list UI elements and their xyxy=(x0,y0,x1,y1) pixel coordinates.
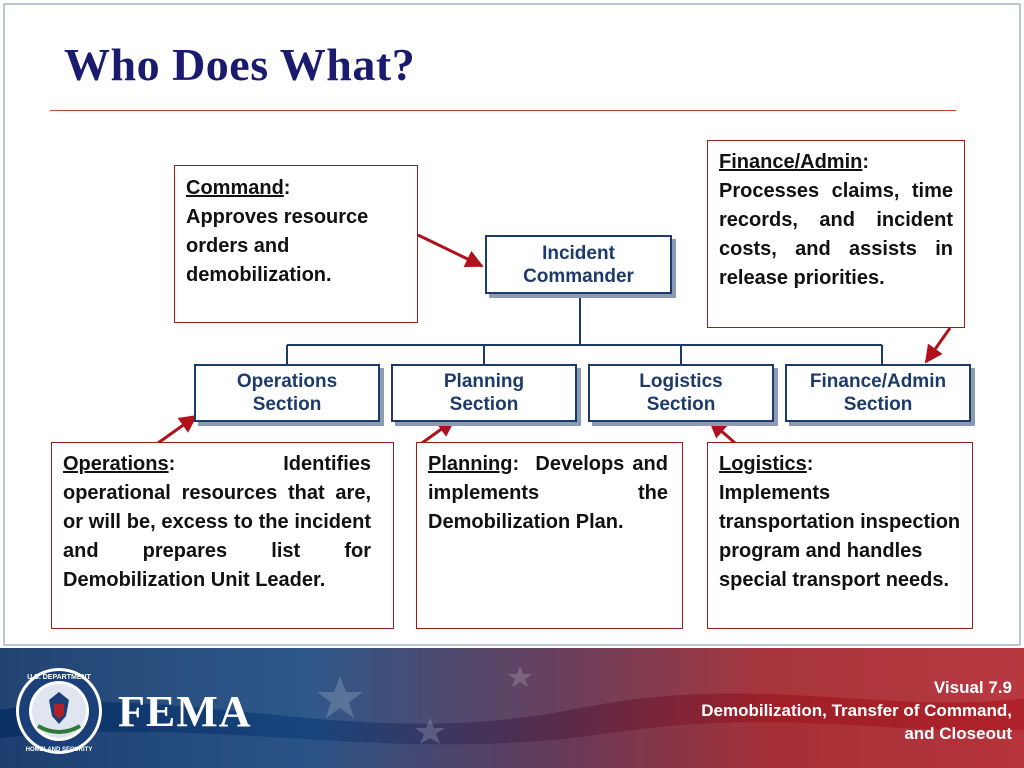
node-label-line2: Section xyxy=(449,394,519,415)
note-finance-label: Finance/Admin xyxy=(719,151,863,173)
node-label-line1: Finance/Admin xyxy=(809,371,947,392)
node-logistics-section xyxy=(588,364,774,422)
svg-text:HOMELAND SECURITY: HOMELAND SECURITY xyxy=(25,747,93,753)
note-command: Command: Approves resource orders and demobilization. xyxy=(174,165,418,323)
svg-text:U.S. DEPARTMENT: U.S. DEPARTMENT xyxy=(27,674,91,681)
note-operations-label: Operations xyxy=(63,453,169,475)
fema-logo-text: FEMA xyxy=(118,687,252,736)
visual-number: Visual 7.9 xyxy=(933,678,1012,697)
node-finance-admin-section xyxy=(785,364,971,422)
note-planning-text: Develops and implements the Demobilization Plan. xyxy=(428,453,668,533)
node-label-line1: Planning xyxy=(443,371,525,392)
node-label-line1: Logistics xyxy=(639,371,723,392)
note-finance-admin: Finance/Admin: Processes claims, time records, and incident costs, and assists in release priorities. xyxy=(707,140,965,328)
node-label-line2: Commander xyxy=(523,265,634,287)
node-incident-commander xyxy=(485,235,672,294)
node-label-line1: Operations xyxy=(236,371,338,392)
node-label-line2: Section xyxy=(843,394,913,415)
note-logistics-text: Implements transportation inspection program and handles special transport needs. xyxy=(719,482,961,591)
visual-subtitle-line2: and Closeout xyxy=(904,724,1012,743)
note-command-label: Command xyxy=(186,177,284,199)
dhs-seal-icon xyxy=(14,666,104,756)
title-divider xyxy=(50,110,956,111)
visual-caption xyxy=(701,676,1012,745)
note-finance-text: Processes claims, time records, and incident costs, and assists in release priorities. xyxy=(719,180,953,289)
note-command-text: Approves resource orders and demobilization. xyxy=(186,206,369,286)
note-operations: Operations: Identifies operational resources that are, or will be, excess to the incident and prepares list for Demobilization Unit Leader. xyxy=(51,442,394,629)
visual-subtitle-line1: Demobilization, Transfer of Command, xyxy=(701,701,1012,720)
note-planning: Planning: Develops and implements the Demobilization Plan. xyxy=(416,442,683,629)
node-label-line2: Section xyxy=(646,394,716,415)
page-title: Who Does What? xyxy=(64,39,416,90)
node-operations-section xyxy=(194,364,380,422)
note-logistics-label: Logistics xyxy=(719,453,807,475)
note-logistics: Logistics: Implements transportation inspection program and handles special transport needs. xyxy=(707,442,973,629)
note-operations-text: Identifies operational resources that are, or will be, excess to the incident and prepares list for Demobilization Unit Leader. xyxy=(63,453,371,591)
node-label-line1: Incident xyxy=(542,242,615,264)
node-label-line2: Section xyxy=(252,394,322,415)
footer-banner xyxy=(0,648,1024,768)
node-planning-section xyxy=(391,364,577,422)
note-planning-label: Planning xyxy=(428,453,513,475)
